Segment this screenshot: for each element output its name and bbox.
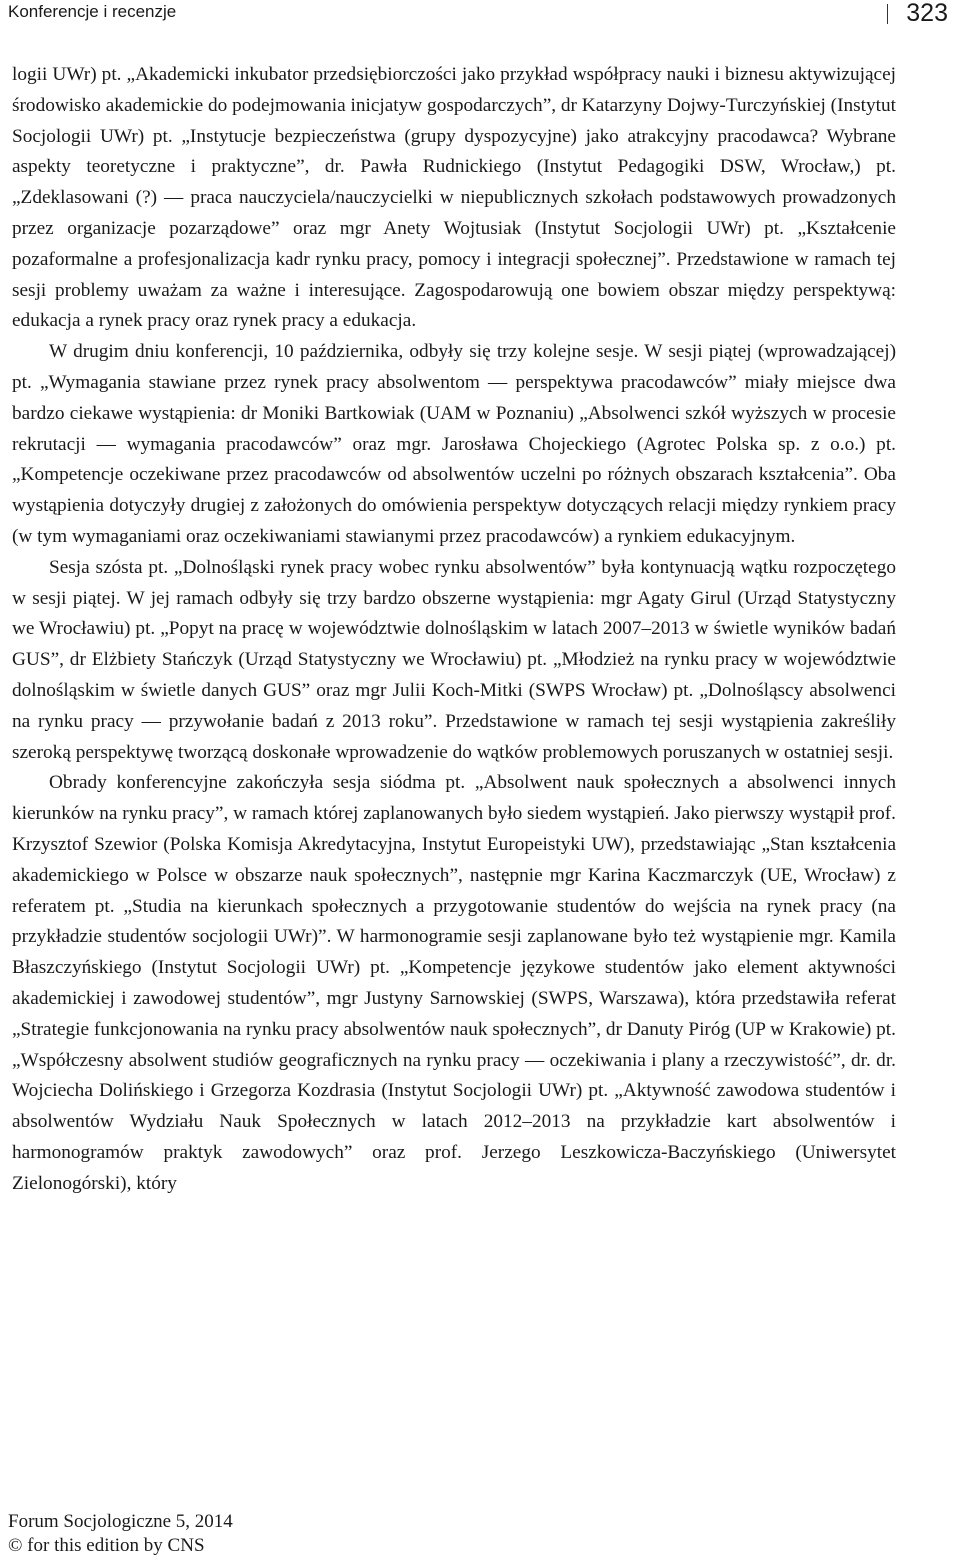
paragraph: Obrady konferencyjne zakończyła sesja siódma pt. „Absolwent nauk społecznych a absolwenci innych kierunków na rynku pracy”, w ramach której zaplanowanych było siedem wystąpień. Jako pierwszy wystąpił prof. Krzysztof Szewior (Polska Komisja Akredytacyjna, Instytut Europeistyki UW), przedstawiając „Stan kształcenia akademickiego w Polsce w obszarze nauk społecznych”, następnie mgr Karina Kaczmarczyk (UE, Wrocław) z referatem pt. „Studia na kierunkach społecznych a przygotowanie studentów do wejścia na rynek pracy (na przykładzie studentów socjologii UWr)”. W harmonogramie sesji zaplanowane było też wystąpienie mgr. Kamila Błaszczyńskiego (Instytut Socjologii UWr) pt. „Kompetencje językowe studentów jako element aktywności akademickiej i zawodowej studentów”, mgr Justyny Sarnowskiej (SWPS, Warszawa), która przedstawiła referat „Strategie funkcjonowania na rynku pracy absolwentów nauk społecznych”, dr Danuty Piróg (UP w Krakowie) pt. „Współczesny absolwent studiów geograficznych na rynku pracy — oczekiwania i plany a rzeczywistość”, dr. dr. Wojciecha Dolińskiego i Grzegorza Kozdrasia (Instytut Socjologii UWr) pt. „Aktywność zawodowa studentów i absolwentów Wydziału Nauk Społecznych w latach 2012–2013 na przykładzie kart absolwentów i harmonogramów praktyk zawodowych” oraz prof. Jerzego Leszkowicza-Baczyńskiego (Uniwersytet Zielonogórski), który xyxy=(12,772,896,1194)
paragraph: logii UWr) pt. „Akademicki inkubator przedsiębiorczości jako przykład współpracy nauki i biznesu aktywizującej środowisko akademickie do podejmowania inicjatyw gospodarczych”, dr Katarzyny Dojwy-Turczyńskiej (Instytut Socjologii UWr) pt. „Instytucje bezpieczeństwa (grupy dyspozycyjne) jako atrakcyjny pracodawca? Wybrane aspekty teoretyczne i praktyczne”, dr. Pawła Rudnickiego (Instytut Pedagogiki DSW, Wrocław,) pt. „Zdeklasowani (?) — praca nauczyciela/nauczycielki w niepublicznych szkołach podstawowych prowadzonych przez organizacje pozarządowe” oraz mgr Anety Wojtusiak (Instytut Socjologii UWr) pt. „Kształcenie pozaformalne a profesjonalizacja kadr rynku pracy, pomocy i integracji społecznej”. Przedstawione w ramach tej sesji problemy uważam za ważne i interesujące. Zagospodarowują one bowiem obszar między perspektywą: edukacja a rynek pracy oraz rynek pracy a edukacja. xyxy=(12,64,896,332)
body-text xyxy=(12,60,896,1199)
running-header xyxy=(8,2,952,28)
journal-citation: Forum Socjologiczne 5, 2014 xyxy=(8,1511,233,1532)
copyright-notice: © for this edition by CNS xyxy=(8,1535,205,1556)
header-divider xyxy=(887,4,888,24)
paragraph: W drugim dniu konferencji, 10 października, odbyły się trzy kolejne sesje. W sesji piątej (wprowadzającej) pt. „Wymagania stawiane przez rynek pracy absolwentom — perspektywa pracodawców” miały miejsce dwa bardzo ciekawe wystąpienia: dr Moniki Bartkowiak (UAM w Poznaniu) „Absolwenci szkół wyższych w procesie rekrutacji — wymagania pracodawców” oraz mgr. Jarosława Chojeckiego (Agrotec Polska sp. z o.o.) pt. „Kompetencje oczekiwane przez pracodawców od absolwentów uczelni po różnych obszarach kształcenia”. Oba wystąpienia dotyczyły drugiej z założonych do omówienia perspektyw dotyczących relacji między rynkiem pracy (w tym wymaganiami oraz oczekiwaniami stawianymi przez pracodawców) a rynkiem edukacyjnym. xyxy=(12,341,896,547)
page-number: 323 xyxy=(906,0,948,27)
page-footer xyxy=(8,1510,233,1558)
section-title: Konferencje i recenzje xyxy=(8,2,177,21)
paragraph: Sesja szósta pt. „Dolnośląski rynek pracy wobec rynku absolwentów” była kontynuacją wątku rozpoczętego w sesji piątej. W jej ramach odbyły się trzy bardzo obszerne wystąpienia: mgr Agaty Girul (Urząd Statystyczny we Wrocławiu) pt. „Popyt na pracę w województwie dolnośląskim w latach 2007–2013 w świetle wyników badań GUS”, dr Elżbiety Stańczyk (Urząd Statystyczny we Wrocławiu) pt. „Młodzież na rynku pracy w województwie dolnośląskim w świetle danych GUS” oraz mgr Julii Koch-Mitki (SWPS Wrocław) pt. „Dolnośląscy absolwenci na rynku pracy — przywołanie badań z 2013 roku”. Przedstawione w ramach tej sesji wystąpienia zakreśliły szeroką perspektywę tworzącą doskonałe wprowadzenie do wątków problemowych poruszanych w ostatniej sesji. xyxy=(12,556,896,763)
